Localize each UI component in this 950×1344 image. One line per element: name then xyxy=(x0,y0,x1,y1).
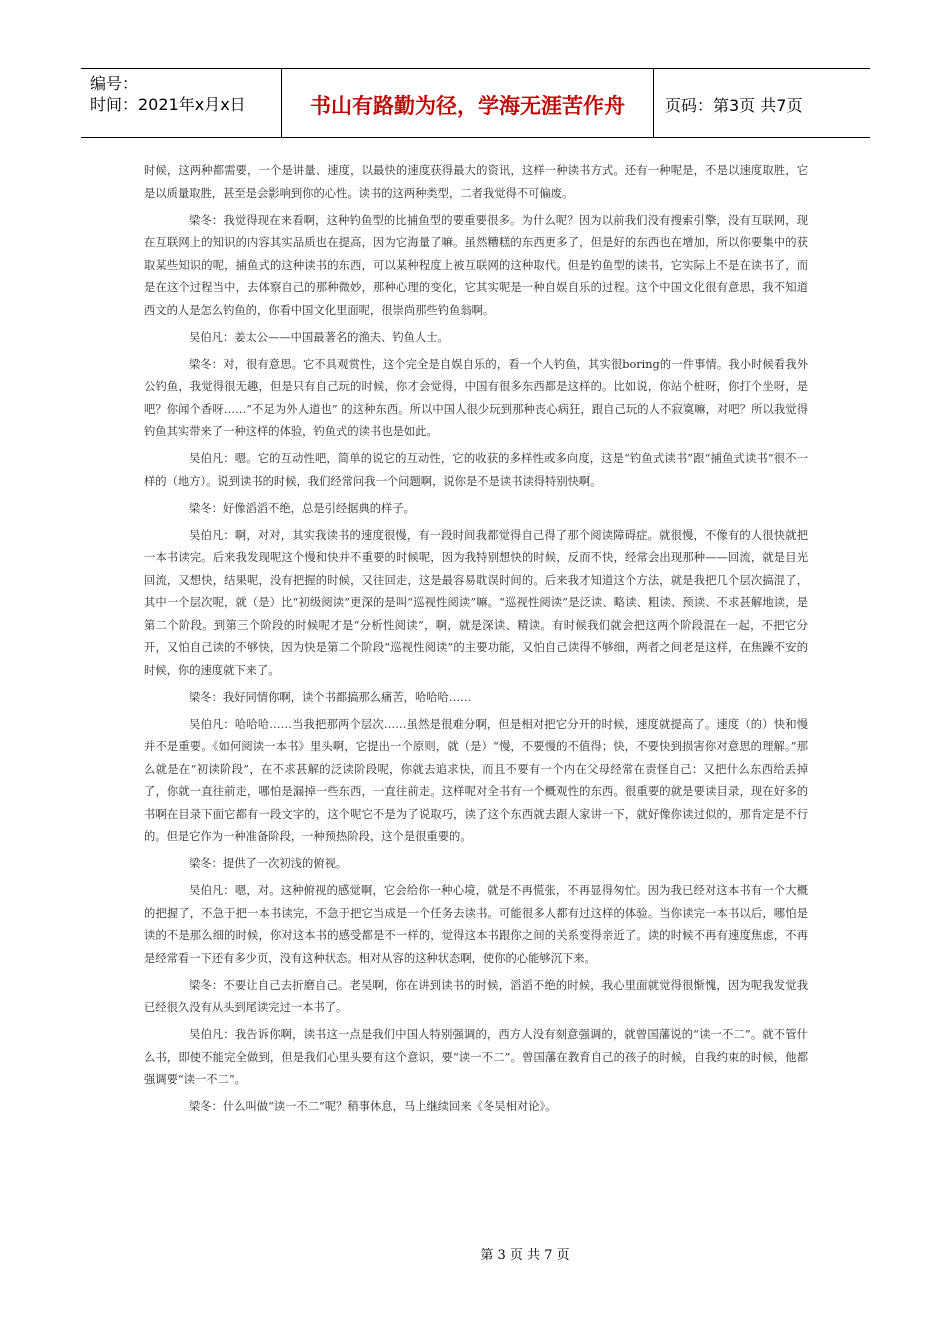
paragraph: 吴伯凡：姜太公——中国最著名的渔夫、钓鱼人士。 xyxy=(189,330,449,344)
paragraph: 梁冬：什么叫做“读一不二”呢？稍事休息，马上继续回来《冬吴相对论》。 xyxy=(189,1100,557,1113)
paragraph: 时候，这两种都需要，一个是讲量、速度，以最快的速度获得最大的资讯，这样一种读书方式。还有一种呢是，不是以速度取胜，它是以质量取胜，甚至是会影响到你的心性。读书的这两种类型，二者我觉得不可偏废。 xyxy=(144,164,808,200)
paragraph: 梁冬：好像滔滔不绝，总是引经据典的样子。 xyxy=(189,501,415,515)
page-header xyxy=(81,68,870,138)
paragraph: 吴伯凡：啊，对对，其实我读书的速度很慢，有一段时间我都觉得自己得了那个阅读障碍症。就很慢，不像有的人很快就把一本书读完。后来我发现呢这个慢和快并不重要的时候呢，因为我特别想快的时候，反而不快，经常会出现那种——回流，就是目光回流，又想快，结果呢，没有把握的时候，又往回走，这是最容易耽误时间的。后来我才知道这个方法，就是我把几个层次搞混了，其中一个层次呢，就（是）比“初级阅读”更深的是叫“巡视性阅读”嘛。“巡视性阅读”是泛读、略读、粗读、预读、不求甚解地读，是第二个阶段。到第三个阶段的时候呢才是“分析性阅读”，啊，就是深读、精读。有时候我们就会把这两个阶段混在一起，不把它分开，又怕自己读的不够快，因为快是第二个阶段“巡视性阅读”的主要功能，又怕自己读得不够细，两者之间老是这样，在焦躁不安的时候，你的速度就下来了。 xyxy=(144,528,808,677)
paragraph: 梁冬：对，很有意思。它不具观赏性，这个完全是自娱自乐的，看一个人钓鱼，其实很boring的一件事情。我小时候看我外公钓鱼，我觉得很无趣，但是只有自己玩的时候，你才会觉得，中国有很多东西都是这样的。比如说，你站个桩呀，你打个坐呀，是吧？你闻个香呀……“不足为外人道也” 的这种东西。所以中国人很少玩到那种丧心病狂，跟自己玩的人不寂寞嘛，对吧？所以我觉得钓鱼其实带来了一种这样的体验，钓鱼式的读书也是如此。 xyxy=(144,357,808,438)
paragraph: 吴伯凡：哈哈哈……当我把那两个层次……虽然是很难分啊，但是相对把它分开的时候，速度就提高了。速度（的）快和慢并不是重要。《如何阅读一本书》里头啊，它提出一个原则，就（是）“慢，不要慢的不值得；快，不要快到损害你对意思的理解。”那么就是在“初读阶段”，在不求甚解的泛读阶段呢，你就去追求快，而且不要有一个内在父母经常在责怪自己：又把什么东西给丢掉了，你就一直往前走，哪怕是漏掉一些东西，一直往前走。这样呢对全书有一个概观性的东西。很重要的就是要读目录，现在好多的书啊在目录下面它都有一段文字的，这个呢它不是为了说取巧，读了这个东西就去跟人家讲一下，就好像你读过似的，那肯定是不行的。但是它作为一种准备阶段，一种预热阶段，这个是很重要的。 xyxy=(144,717,808,843)
paragraph: 吴伯凡：嗯，对。这种俯视的感觉啊，它会给你一种心境，就是不再慌张，不再显得匆忙。因为我已经对这本书有一个大概的把握了，不急于把一本书读完，不急于把它当成是一个任务去读书。可能很多人都有过这样的体验。当你读完一本书以后，哪怕是读的不是那么细的时候，你对这本书的感受都是不一样的，觉得这本书跟你之间的关系变得亲近了。读的时候不再有速度焦虑，不再是经常看一下还有多少页，没有这种状态。相对从容的这种状态啊，使你的心能够沉下来。 xyxy=(144,884,808,965)
paragraph: 吴伯凡：嗯。它的互动性吧，简单的说它的互动性，它的收获的多样性或多向度，这是“钓鱼式读书”跟“捕鱼式读书”很不一样的（地方）。说到读书的时候，我们经常问我一个问题啊，说你是不是读书读得特别快啊。 xyxy=(144,452,808,488)
paragraph: 梁冬：不要让自己去折磨自己。老吴啊，你在讲到读书的时候，滔滔不绝的时候，我心里面就觉得很惭愧，因为呢我发觉我已经很久没有从头到尾读完过一本书了。 xyxy=(144,978,808,1014)
paragraph: 梁冬：提供了一次初浅的俯视。 xyxy=(189,857,348,870)
document-body xyxy=(144,160,808,1123)
paragraph: 吴伯凡：我告诉你啊，读书这一点是我们中国人特别强调的，西方人没有刻意强调的，就曾国藩说的“读一不二”。就不管什么书，即使不能完全做到，但是我们心里头要有这个意识，要“读一不二”。曾国藩在教育自己的孩子的时候，自我约束的时候，他都强调要“读一不二”。 xyxy=(144,1028,808,1086)
header-info-cell xyxy=(81,69,282,137)
document-number-label: 编号： xyxy=(90,74,139,93)
paragraph: 梁冬：我好同情你啊，读个书都搞那么痛苦，哈哈哈…… xyxy=(189,690,472,704)
header-motto: 书山有路勤为径，学海无涯苦作舟 xyxy=(282,69,654,137)
page-footer: 第 3 页 共 7 页 xyxy=(480,1248,570,1263)
header-page-number: 页码：第3页 共7页 xyxy=(665,95,803,115)
document-date-label: 时间：2021年x月x日 xyxy=(90,95,246,114)
paragraph: 梁冬：我觉得现在来看啊，这种钓鱼型的比捕鱼型的要重要很多。为什么呢？因为以前我们没有搜索引擎，没有互联网，现在互联网上的知识的内容其实品质也在提高，因为它海量了嘛。虽然糟糕的东西更多了，但是好的东西也在增加，所以你要集中的获取某些知识的呢，捕鱼式的这种读书的东西，可以某种程度上被互联网的这种取代。但是钓鱼型的读书，它实际上不是在读书了，而是在这个过程当中，去体察自己的那种微妙，那种心理的变化，它其实呢是一种自娱自乐的过程。这个中国文化很有意思，我不知道西文的人是怎么钓鱼的，你看中国文化里面呢，很崇尚那些钓鱼翁啊。 xyxy=(144,213,808,317)
